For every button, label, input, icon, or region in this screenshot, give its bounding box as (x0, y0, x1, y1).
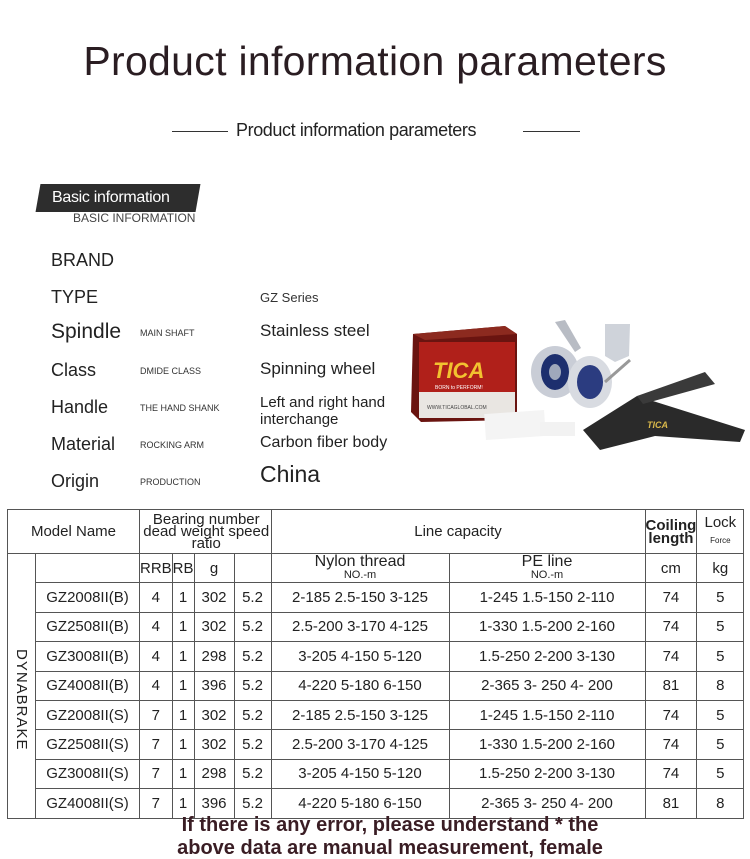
heading-rule-left (172, 131, 228, 132)
cell-kg: 8 (697, 789, 744, 818)
cell-cm: 81 (645, 671, 697, 700)
cell-ratio: 5.2 (234, 612, 271, 641)
cell-cm: 74 (645, 612, 697, 641)
cell-ratio: 5.2 (234, 759, 271, 788)
cell-ratio: 5.2 (234, 642, 271, 671)
cell-pe: 1.5-250 2-200 3-130 (449, 759, 645, 788)
cell-g: 302 (194, 730, 234, 759)
spec-label: Handle (51, 397, 109, 417)
table-row (8, 671, 744, 700)
spec-label: Class (51, 360, 97, 380)
cell-kg: 5 (697, 759, 744, 788)
cell-rrb: 4 (140, 612, 173, 641)
box-slogan: BORN to PERFORM! (435, 385, 483, 391)
cell-kg: 5 (697, 583, 744, 612)
cell-pe: 2-365 3- 250 4- 200 (449, 789, 645, 818)
cell-ratio: 5.2 (234, 583, 271, 612)
cell-rb: 1 (172, 671, 194, 700)
head-pe-no: NO.-m (530, 569, 564, 582)
spec-value: Left and right hand interchange (260, 394, 386, 428)
table-row (8, 700, 744, 729)
cell-ratio: 5.2 (234, 671, 271, 700)
spec-value: Stainless steel (260, 321, 370, 340)
cell-kg: 8 (697, 671, 744, 700)
cell-kg: 5 (697, 642, 744, 671)
cell-cm: 74 (645, 759, 697, 788)
table-row (8, 759, 744, 788)
cell-kg: 5 (697, 730, 744, 759)
cell-pe: 1-245 1.5-150 2-110 (449, 700, 645, 729)
disclaimer-line-1: If there is any error, please understand * the (181, 814, 599, 836)
head-pe (449, 554, 645, 583)
cell-nylon: 2.5-200 3-170 4-125 (271, 612, 449, 641)
cell-rrb: 7 (140, 759, 173, 788)
head-lock (697, 510, 744, 554)
cell-cm: 74 (645, 700, 697, 729)
page-title: Product information parameters (83, 38, 667, 84)
spec-value: Carbon fiber body (260, 434, 388, 451)
cell-rrb: 4 (140, 583, 173, 612)
spec-sub-label: PRODUCTION (140, 477, 201, 487)
cell-g: 302 (194, 700, 234, 729)
table-row (8, 642, 744, 671)
cell-rb: 1 (172, 730, 194, 759)
section-heading-text: Product information parameters (236, 120, 477, 140)
cell-model: GZ2508II(B) (36, 612, 140, 641)
cell-nylon: 4-220 5-180 6-150 (271, 671, 449, 700)
cell-nylon: 2-185 2.5-150 3-125 (271, 700, 449, 729)
box-url: WWW.TICAGLOBAL.COM (427, 405, 487, 411)
head-lock-label: Lock (704, 513, 737, 531)
cell-cm: 74 (645, 642, 697, 671)
heading-rule-right (523, 131, 580, 132)
cell-g: 298 (194, 642, 234, 671)
head-cm: cm (645, 554, 697, 583)
spec-label: Material (51, 434, 116, 454)
cell-g: 302 (194, 612, 234, 641)
table-row (8, 583, 744, 612)
head-nylon (271, 554, 449, 583)
cell-cm: 81 (645, 789, 697, 818)
spec-label: Origin (51, 471, 100, 491)
cell-rb: 1 (172, 583, 194, 612)
head-pe-label: PE line (521, 553, 573, 571)
cell-g: 396 (194, 671, 234, 700)
cell-rrb: 7 (140, 700, 173, 729)
spec-value: Spinning wheel (260, 359, 376, 378)
cell-rrb: 7 (140, 789, 173, 818)
cell-model: GZ3008II(B) (36, 642, 140, 671)
disclaimer-note (0, 814, 750, 859)
cell-nylon: 2-185 2.5-150 3-125 (271, 583, 449, 612)
cell-rb: 1 (172, 759, 194, 788)
spec-table (7, 509, 744, 819)
table-head-row (8, 510, 744, 554)
spec-label: BRAND (51, 250, 115, 270)
head-rb: RB (172, 554, 194, 583)
head-lock-sub: Force (710, 535, 731, 545)
cell-cm: 74 (645, 583, 697, 612)
head-blank (8, 554, 36, 583)
cell-kg: 5 (697, 612, 744, 641)
cell-rrb: 7 (140, 730, 173, 759)
cell-model: GZ3008II(S) (36, 759, 140, 788)
head-model: Model Name (8, 510, 140, 554)
cell-g: 298 (194, 759, 234, 788)
cell-model: GZ4008II(S) (36, 789, 140, 818)
head-blank (36, 554, 140, 583)
cell-pe: 1.5-250 2-200 3-130 (449, 642, 645, 671)
disclaimer-line-2: above data are manual measurement, female (177, 837, 603, 859)
head-rrb: RRB (140, 554, 173, 583)
cell-kg: 5 (697, 700, 744, 729)
section-heading (0, 120, 750, 144)
spec-value: GZ Series (260, 290, 319, 305)
head-blank (234, 554, 271, 583)
cell-cm: 74 (645, 730, 697, 759)
cell-pe: 1-330 1.5-200 2-160 (449, 730, 645, 759)
spec-value: China (260, 461, 321, 487)
cell-nylon: 3-205 4-150 5-120 (271, 642, 449, 671)
cell-nylon: 3-205 4-150 5-120 (271, 759, 449, 788)
cell-model: GZ2508II(S) (36, 730, 140, 759)
cell-g: 396 (194, 789, 234, 818)
cell-ratio: 5.2 (234, 700, 271, 729)
cell-rrb: 4 (140, 671, 173, 700)
cell-nylon: 4-220 5-180 6-150 (271, 789, 449, 818)
table-subhead-row (8, 554, 744, 583)
spec-sub-label: MAIN SHAFT (140, 328, 195, 338)
head-bearing: Bearing number dead weight speed ratio (140, 510, 272, 554)
basic-info-subtitle: BASIC INFORMATION (73, 211, 196, 225)
spec-sub-label: DMIDE CLASS (140, 366, 202, 376)
cell-model: GZ2008II(B) (36, 583, 140, 612)
cell-model: GZ4008II(B) (36, 671, 140, 700)
cell-ratio: 5.2 (234, 789, 271, 818)
group-label: DYNABRAKE (8, 583, 36, 818)
cell-rrb: 4 (140, 642, 173, 671)
basic-info-tag: Basic information (52, 189, 170, 206)
bag-brand: TICA (647, 420, 668, 430)
cell-nylon: 2.5-200 3-170 4-125 (271, 730, 449, 759)
cell-ratio: 5.2 (234, 730, 271, 759)
spec-sub-label: THE HAND SHANK (140, 403, 220, 413)
head-nylon-label: Nylon thread (314, 553, 406, 571)
head-coiling: Coiling length (645, 510, 697, 554)
head-kg: kg (697, 554, 744, 583)
table-row (8, 612, 744, 641)
cell-g: 302 (194, 583, 234, 612)
table-row (8, 730, 744, 759)
head-capacity: Line capacity (271, 510, 645, 554)
spec-label: Spindle (51, 320, 122, 343)
cell-pe: 1-330 1.5-200 2-160 (449, 612, 645, 641)
cell-rb: 1 (172, 642, 194, 671)
head-weight: g (194, 554, 234, 583)
product-photo (405, 312, 750, 452)
spec-label: TYPE (51, 287, 99, 307)
head-nylon-no: NO.-m (343, 569, 377, 582)
cell-rb: 1 (172, 700, 194, 729)
cell-rb: 1 (172, 612, 194, 641)
cell-pe: 2-365 3- 250 4- 200 (449, 671, 645, 700)
cell-pe: 1-245 1.5-150 2-110 (449, 583, 645, 612)
spec-sub-label: ROCKING ARM (140, 440, 205, 450)
cell-rb: 1 (172, 789, 194, 818)
cell-model: GZ2008II(S) (36, 700, 140, 729)
box-brand: TICA (433, 358, 485, 383)
